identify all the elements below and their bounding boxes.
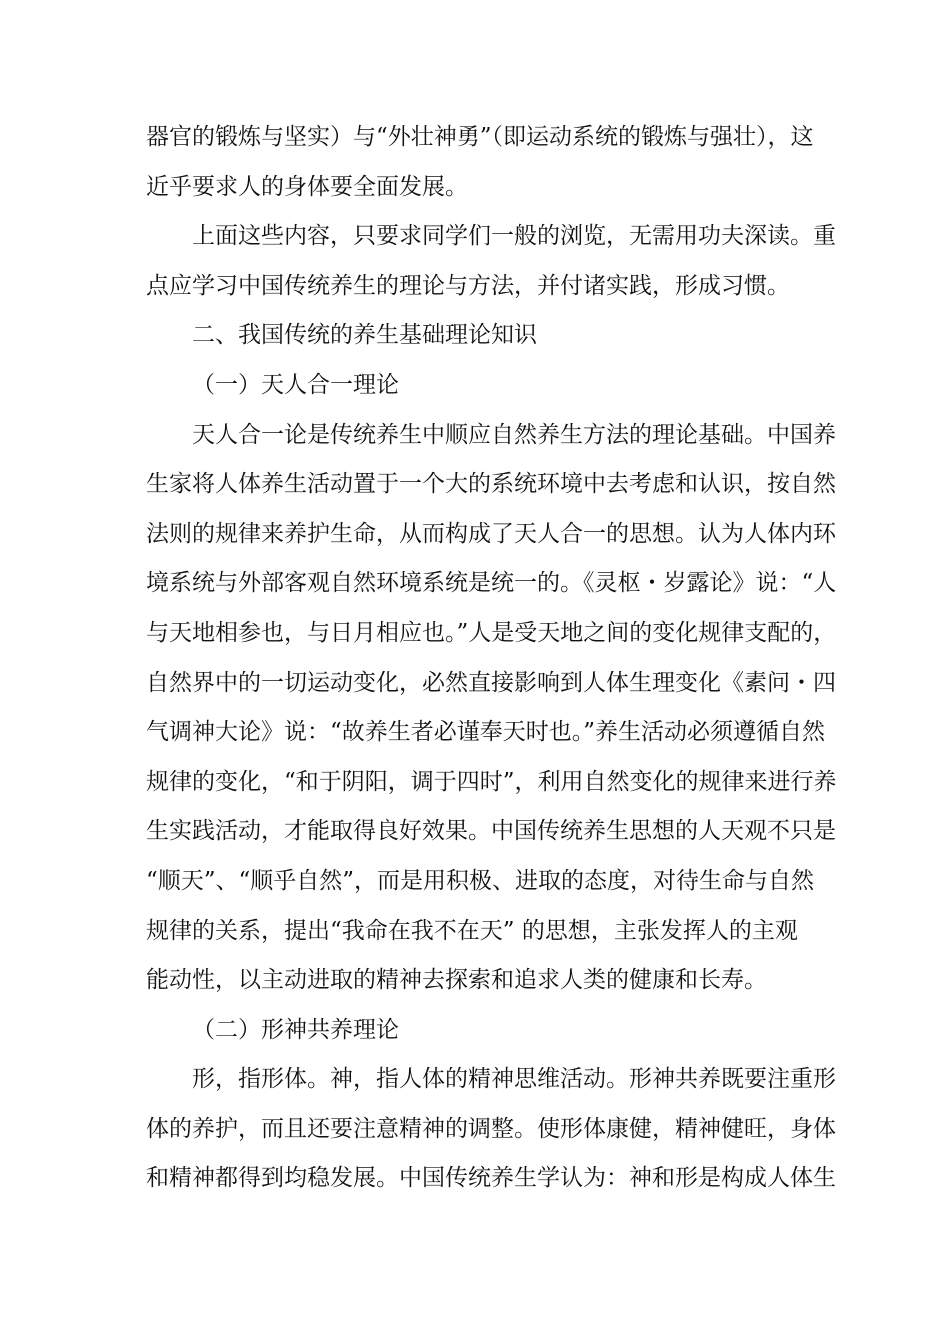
section-heading: 二、我国传统的养生基础理论知识 [192, 322, 537, 349]
body-text [146, 113, 837, 1204]
text-line: 和精神都得到均稳发展。中国传统养生学认为：神和形是构成人体生 [146, 1165, 836, 1192]
text-line: 与天地相参也，与日月相应也。”人是受天地之间的变化规律支配的， [146, 619, 837, 646]
text-line: 体的养护，而且还要注意精神的调整。使形体康健，精神健旺，身体 [146, 1115, 836, 1142]
subsection-heading: （一）天人合一理论 [192, 371, 399, 398]
paragraph-start-line: 天人合一论是传统养生中顺应自然养生方法的理论基础。中国养 [192, 421, 836, 448]
subsection-heading: （二）形神共养理论 [192, 1016, 399, 1043]
text-line: 器官的锻炼与坚实）与“外壮神勇”（即运动系统的锻炼与强壮），这 [146, 124, 814, 150]
text-line: 境系统与外部客观自然环境系统是统一的。《灵枢・岁露论》说：“人 [146, 570, 837, 597]
text-line: “顺天”、“顺乎自然”，而是用积极、进取的态度，对待生命与自然 [146, 867, 815, 894]
paragraph-start-line: 形，指形体。神，指人体的精神思维活动。形神共养既要注重形 [192, 1066, 836, 1093]
text-line: 生实践活动，才能取得良好效果。中国传统养生思想的人天观不只是 [146, 818, 836, 845]
text-line: 自然界中的一切运动变化，必然直接影响到人体生理变化《素问・四 [146, 669, 836, 696]
text-line: 能动性，以主动进取的精神去探索和追求人类的健康和长寿。 [146, 967, 767, 994]
text-line: 气调神大论》说：“故养生者必谨奉天时也。”养生活动必须遵循自然 [146, 719, 826, 746]
text-line: 点应学习中国传统养生的理论与方法，并付诸实践，形成习惯。 [146, 272, 790, 299]
text-line: 规律的变化，“和于阴阳，调于四时”，利用自然变化的规律来进行养 [146, 768, 837, 795]
text-line: 规律的关系，提出“我命在我不在天” 的思想，主张发挥人的主观 [146, 917, 798, 944]
text-line: 生家将人体养生活动置于一个大的系统环境中去考虑和认识，按自然 [146, 471, 836, 498]
text-line: 法则的规律来养护生命，从而构成了天人合一的思想。认为人体内环 [146, 520, 836, 547]
paragraph-start-line: 上面这些内容，只要求同学们一般的浏览，无需用功夫深读。重 [192, 223, 836, 250]
text-line: 近乎要求人的身体要全面发展。 [146, 173, 468, 200]
